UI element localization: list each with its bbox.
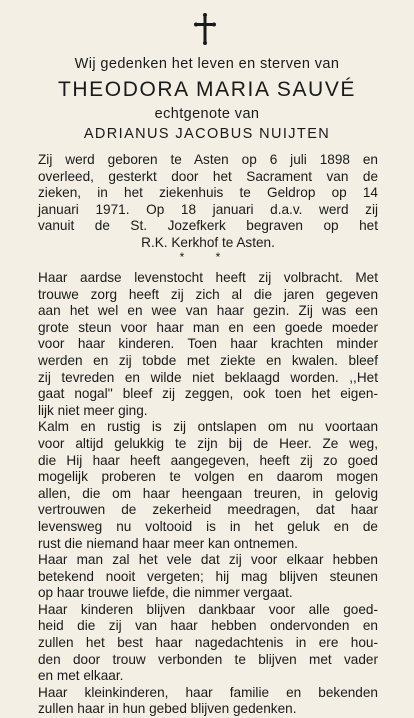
memorial-line: gaat nogal'' bleef zij zeggen, ook toen het eigen- bbox=[38, 386, 378, 402]
biography-line: Zij werd geboren te Asten op 6 juli 1898 en bbox=[38, 152, 378, 167]
memorial-line: rust die niemand haar meer kan ontnemen. bbox=[38, 535, 298, 551]
memorial-line: zullen haar in hun gebed blijven gedenken. bbox=[38, 701, 297, 717]
biography bbox=[38, 152, 378, 252]
memorial-line: voor haar kinderen. Toen haar krachten minder bbox=[38, 336, 378, 352]
memorial-line: Kalm en rustig is zij ontslapen om nu voortaan bbox=[38, 419, 378, 435]
cross-icon bbox=[192, 12, 218, 46]
memorial-line: heid die zij van haar hebben ondervonden en bbox=[38, 618, 378, 634]
memorial-line: trouwe zorg heeft zij zich al die jaren gegeven bbox=[38, 286, 378, 302]
memorial-line: en met elkaar. bbox=[38, 668, 124, 684]
memorial-line: werden en zij tobde met ziekte en kwalen. bleef bbox=[38, 352, 378, 368]
memorial-line: die Hij haar heeft aangegeven, heeft zij zo goed bbox=[38, 452, 378, 468]
memorial-line: betekend nooit vergeten; hij mag blijven steunen bbox=[38, 568, 378, 584]
spouse-label: echtgenote van bbox=[154, 106, 260, 122]
memorial-line: levensweg nu voltooid is in het geluk en de bbox=[38, 518, 378, 534]
memorial-text bbox=[38, 270, 378, 718]
memorial-line: op haar trouwe liefde, die nimmer vergaat. bbox=[38, 585, 293, 601]
memorial-line: den door trouw verbonden te blijven met vader bbox=[38, 651, 378, 667]
intro-line: Wij gedenken het leven en sterven van bbox=[74, 56, 340, 72]
biography-line: overleed, gesterkt door het Sacrament van de bbox=[38, 168, 378, 184]
memorial-line: allen, die om haar heengaan treuren, in gelovig bbox=[38, 485, 378, 501]
memorial-line: Haar man zal het vele dat zij voor elkaar hebben bbox=[38, 552, 378, 568]
memorial-line: vertrouwen de zekerheid meedragen, dat haar bbox=[38, 502, 378, 518]
memorial-line: aan het wel en wee van haar gezin. Zij was een bbox=[38, 303, 378, 319]
memorial-line: Haar kinderen blijven dankbaar voor alle goed- bbox=[38, 601, 378, 617]
deceased-name: THEODORA MARIA SAUVÉ bbox=[57, 78, 357, 101]
memorial-line: mogelijk proberen te volgen en daarom mogen bbox=[38, 469, 378, 485]
memorial-line: voor altijd gelukkig te zijn bij de Heer. Ze weg, bbox=[38, 435, 378, 451]
memorial-line: zullen het best haar nagedachtenis in ere hou- bbox=[38, 635, 378, 651]
memorial-line: zij tevreden en wilde niet beklaagd worden. ,,Het bbox=[38, 369, 378, 385]
biography-line: zieken, in het ziekenhuis te Geldrop op 14 bbox=[38, 185, 378, 201]
memorial-line: Haar kleinkinderen, haar familie en bekenden bbox=[38, 684, 378, 700]
biography-line: januari 1971. Op 18 januari d.a.v. werd zij bbox=[38, 201, 378, 217]
memorial-line: lijk niet meer ging. bbox=[38, 402, 148, 418]
spouse-name: ADRIANUS JACOBUS NUIJTEN bbox=[83, 126, 331, 142]
memorial-line: grote steun voor haar man en een goede moeder bbox=[38, 319, 378, 335]
separator: * * bbox=[179, 250, 235, 264]
biography-line: R.K. Kerkhof te Asten. bbox=[141, 234, 275, 250]
memorial-line: Haar aardse levenstocht heeft zij volbracht. Met bbox=[38, 270, 378, 285]
biography-line: vanuit de St. Jozefkerk begraven op het bbox=[38, 218, 378, 234]
